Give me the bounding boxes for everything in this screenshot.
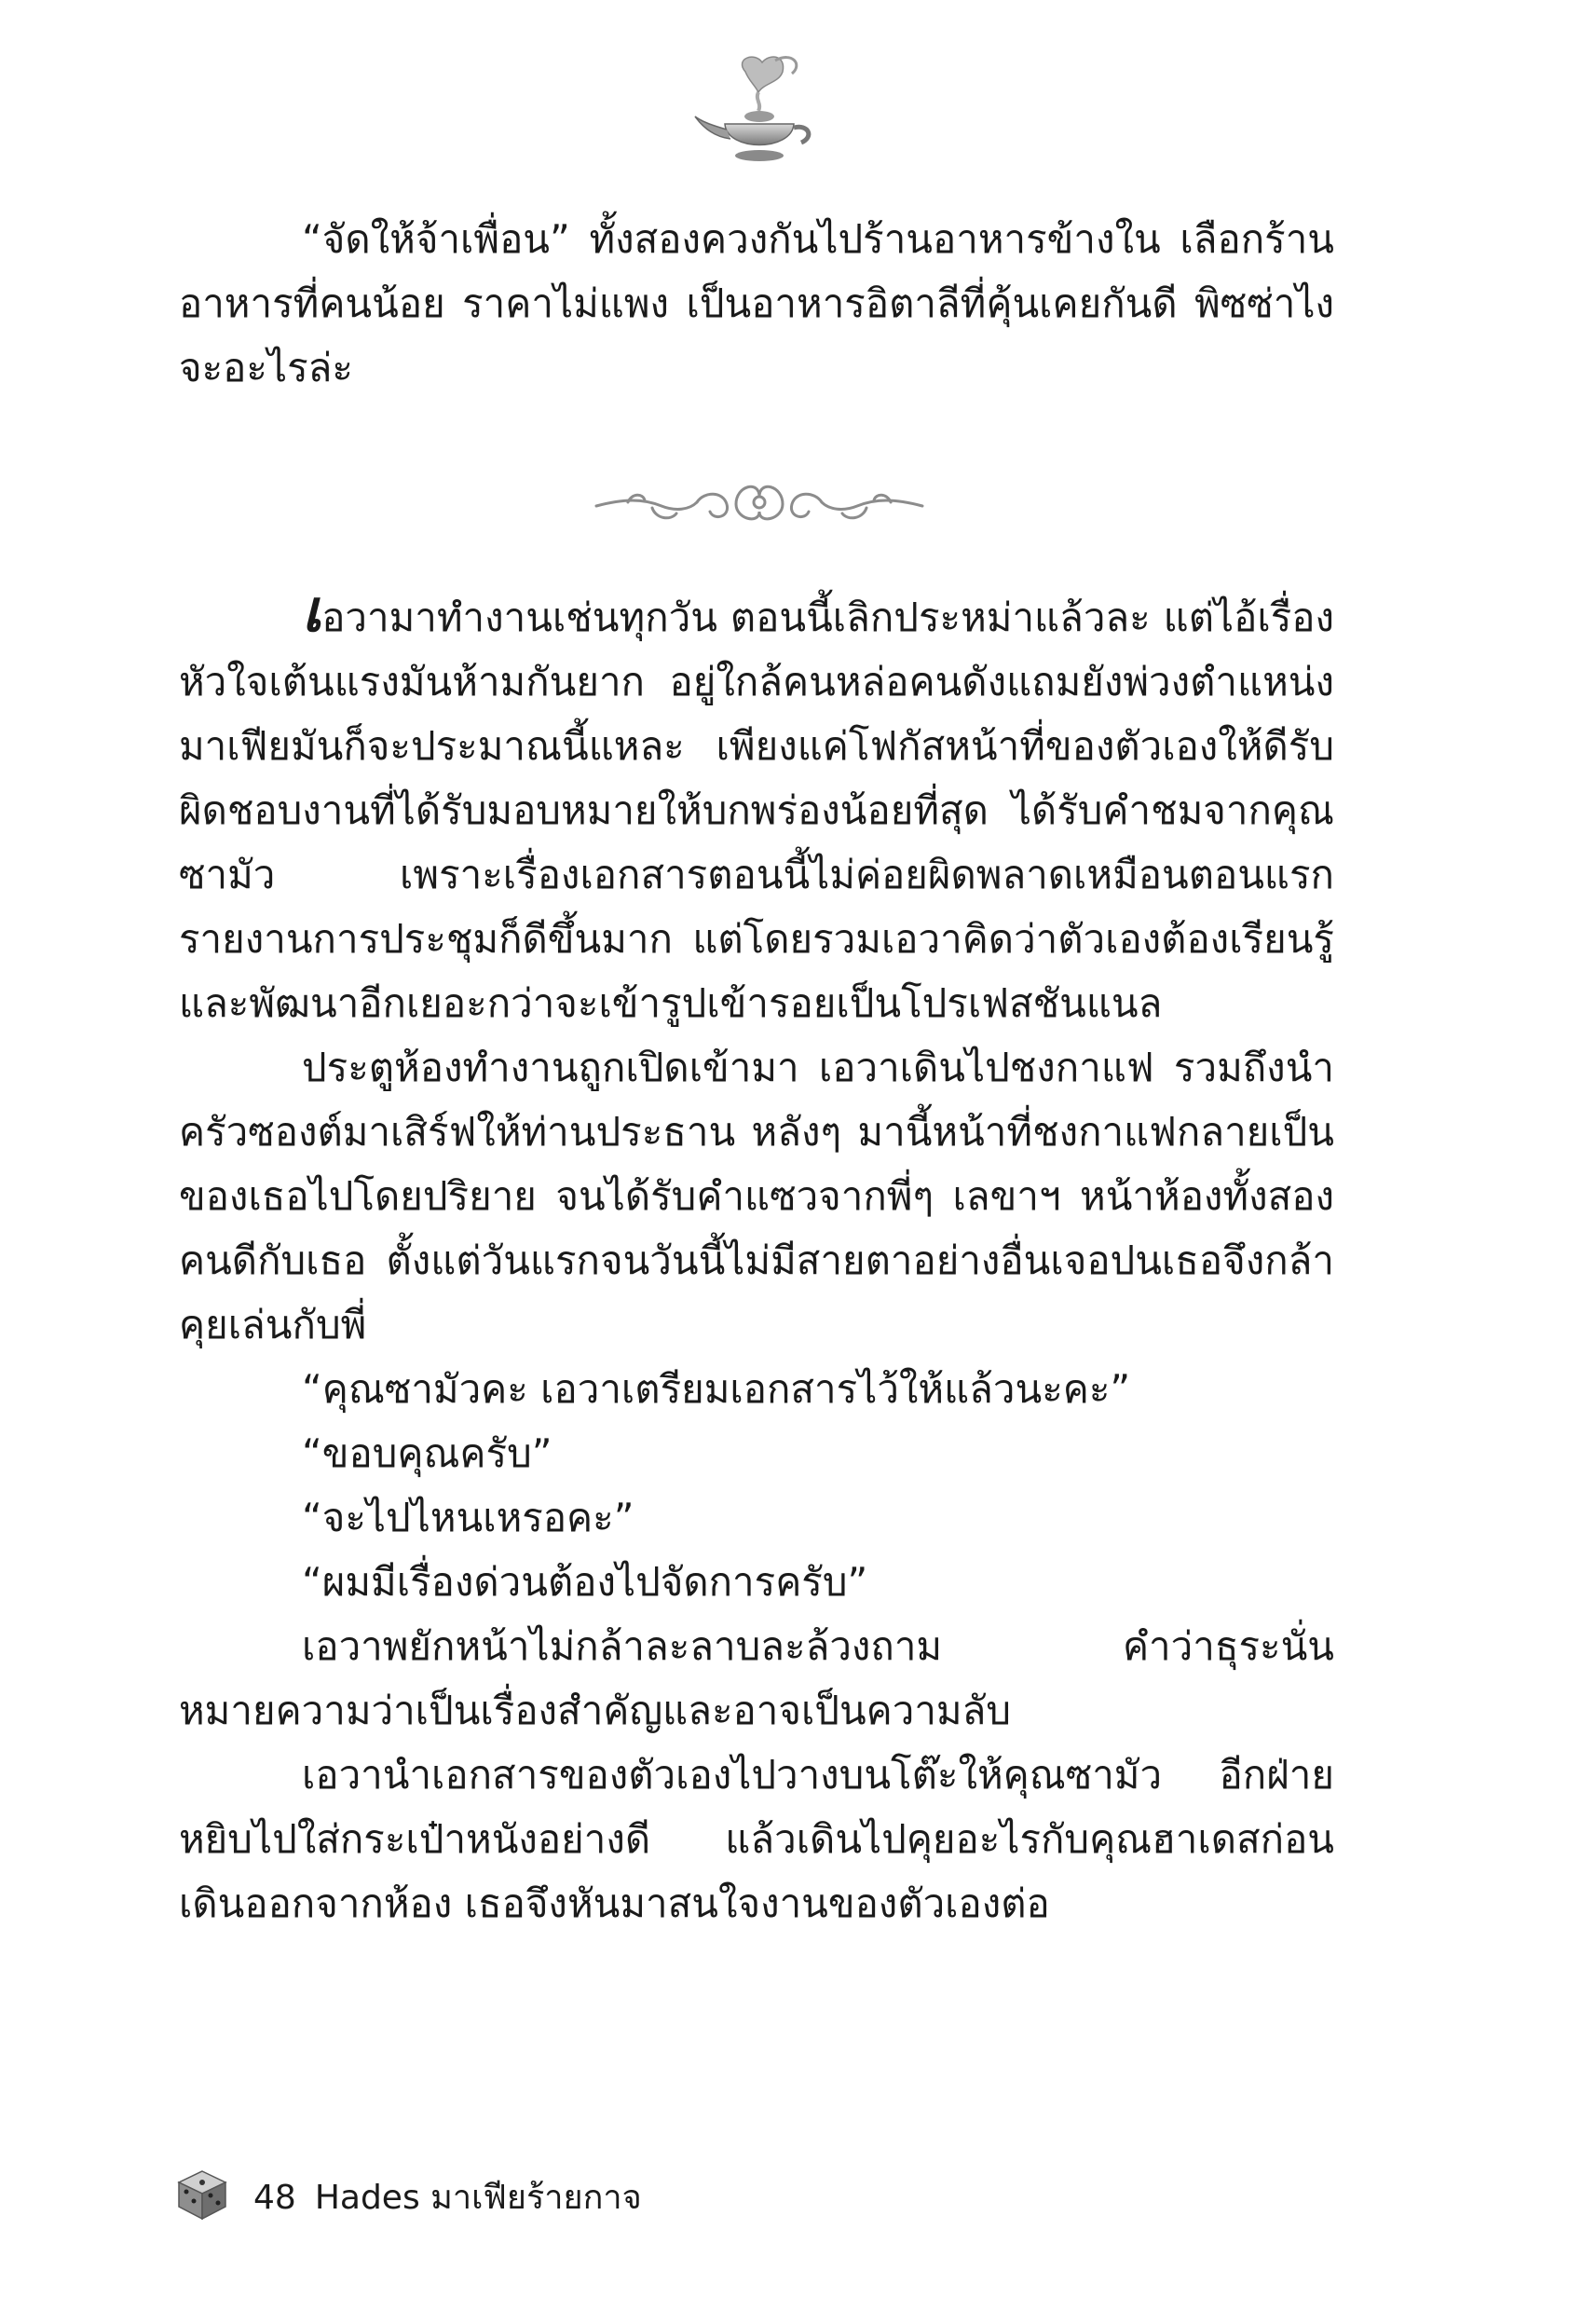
first-paragraph — [179, 577, 1334, 1035]
flourish-divider-icon — [587, 471, 932, 536]
page-number: 48 — [253, 2178, 296, 2217]
genie-lamp-icon — [689, 51, 829, 168]
dialogue-line: “ขอบคุณครับ” — [302, 1430, 552, 1476]
scene-end-section — [179, 207, 1334, 400]
drop-cap: เ — [302, 577, 322, 645]
paragraph: เอวานำเอกสารของตัวเองไปวางบนโต๊ะให้คุณซามัว อีกฝ่ายหยิบไปใส่กระเป๋าหนังอย่างดี แล้วเดินไปคุยอะไรกับคุณฮาเดสก่อนเดินออกจากห้อง เธอจึงหันมาสนใจงานของตัวเองต่อ — [179, 1752, 1334, 1926]
paragraph: ประตูห้องทำงานถูกเปิดเข้ามา เอวาเดินไปชงกาแฟ รวมถึงนำครัวซองต์มาเสิร์ฟให้ท่านประธาน หลังๆ มานี้หน้าที่ชงกาแฟกลายเป็นของเธอไปโดยปริยาย จนได้รับคำแซวจากพี่ๆ เลขาฯ หน้าห้องทั้งสองคนดีกับเธอ ตั้งแต่วันแรกจนวันนี้ไม่มีสายตาอย่างอื่นเจอปนเธอจึงกล้าคุยเล่นกับพี่ — [179, 1045, 1334, 1347]
dialogue-line: “จะไปไหนเหรอคะ” — [302, 1495, 634, 1540]
dice-icon — [175, 2167, 229, 2225]
paragraph: “จัดให้จ้าเพื่อน” ทั้งสองควงกันไปร้านอาหารข้างใน เลือกร้านอาหารที่คนน้อย ราคาไม่แพง เป็นอาหารอิตาลีที่คุ้นเคยกันดี พิซซ่าไงจะอะไรล่ะ — [179, 216, 1334, 390]
scene-start-section — [179, 577, 1334, 1935]
dialogue-line: “คุณซามัวคะ เอวาเตรียมเอกสารไว้ให้แล้วนะคะ” — [302, 1366, 1131, 1412]
first-paragraph-text: อวามาทำงานเช่นทุกวัน ตอนนี้เลิกประหม่าแล้วละ แต่ไอ้เรื่องหัวใจเต้นแรงมันห้ามกันยาก อยู่ใกล้คนหล่อคนดังแถมยังพ่วงตำแหน่งมาเฟียมันก็จะประมาณนี้แหละ เพียงแค่โฟกัสหน้าที่ของตัวเองให้ดีรับผิดชอบงานที่ได้รับมอบหมายให้บกพร่องน้อยที่สุด ได้รับคำชมจากคุณซามัว เพราะเรื่องเอกสารตอนนี้ไม่ค่อยผิดพลาดเหมือนตอนแรกรายงานการประชุมก็ดีขึ้นมาก แต่โดยรวมเอวาคิดว่าตัวเองต้องเรียนรู้และพัฒนาอีกเยอะกว่าจะเข้ารูปเข้ารอยเป็นโปรเฟสชันแนล — [179, 595, 1334, 1026]
dialogue-line: “ผมมีเรื่องด่วนต้องไปจัดการครับ” — [302, 1559, 868, 1605]
book-title: Hades มาเฟียร้ายกาจ — [314, 2178, 642, 2217]
paragraph: เอวาพยักหน้าไม่กล้าละลาบละล้วงถาม คำว่าธุระนั่นหมายความว่าเป็นเรื่องสำคัญและอาจเป็นความลับ — [179, 1623, 1334, 1733]
page-footer — [175, 2164, 661, 2229]
